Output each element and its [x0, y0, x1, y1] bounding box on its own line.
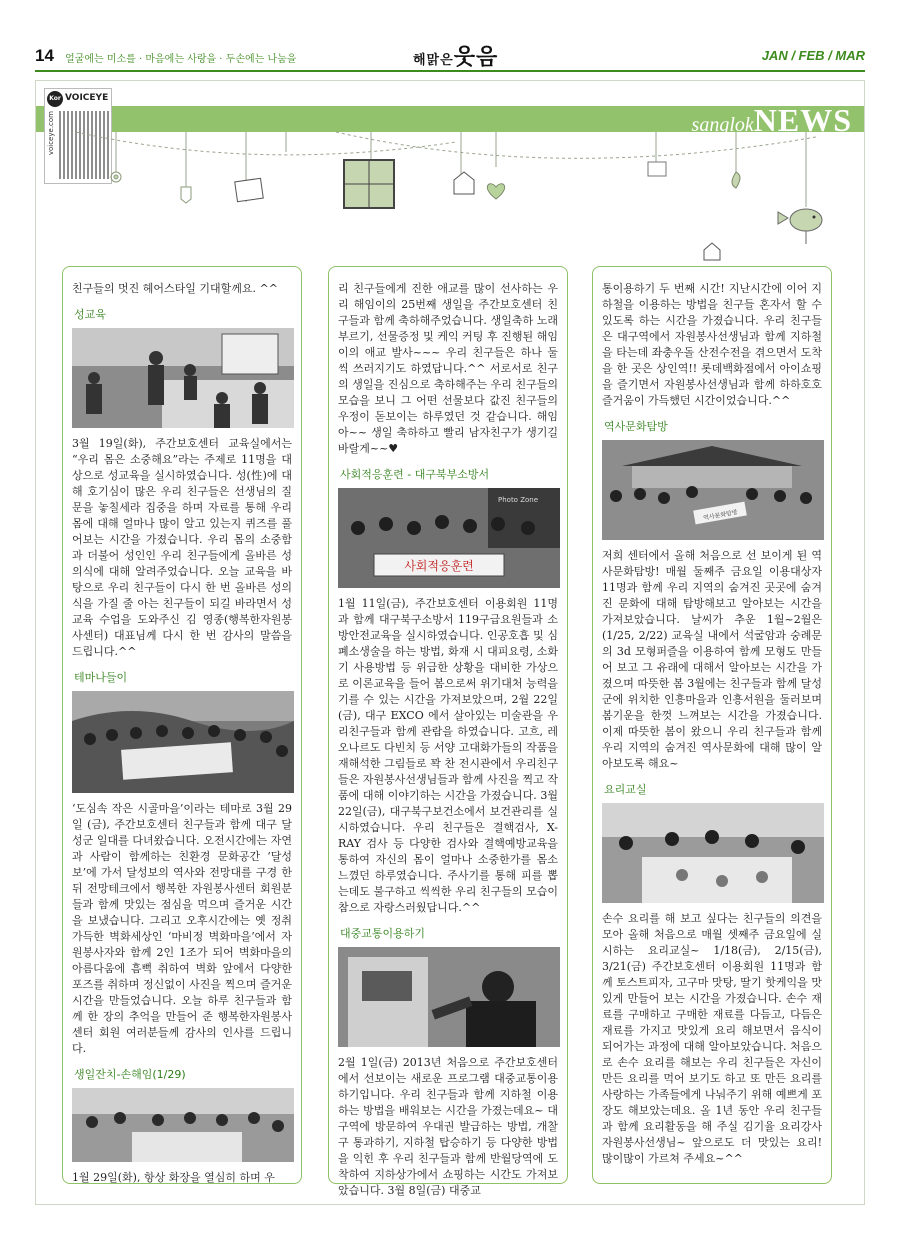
magazine-title-small: 해맑은 [413, 53, 454, 68]
header-slogan: 얼굴에는 미소를 · 마음에는 사랑을 · 두손에는 나눔을 [65, 54, 297, 65]
photo-birthday [72, 1088, 294, 1162]
heading-sex-ed: 성교육 [74, 308, 106, 321]
theme-outing-text: ‘도심속 작은 시골마을’이라는 테마로 3월 29일 (금), 주간보호센터 친구들과 함께 대구 달성군 일대를 다녀왔습니다. 오전시간에는 자연과 사람이 함께하는 친환경 문화공간 ‘달성보’에 가서 달성보의 역사와 전망대를 구경 한 뒤 전망테크에서 행복한 자원봉사센터 회원분들과 함께 맛있는 점심을 먹으며 즐거운 시간을 보냈습니다. 그리고 오후시간에는 옛 정취 가득한 벽화세상인 ‘마비정 벽화마을’에서 자원봉사자와 함께 2인 1조가 되어 벽화마을의 아름다움에 흠뻑 취하여 벽화 앞에서 다양한 포즈를 취하며 정신없이 사진을 찍으며 즐거운 시간을 만들었습니다. 오늘 하루 친구들과 함께 한 장의 추억을 만들어 준 행복한자원봉사센터 회원 여러분들께 감사의 인사를 드립니다. [72, 802, 292, 1055]
section-label-prefix: sanglok [691, 114, 754, 136]
bird-icon [778, 209, 822, 244]
flower-icon [111, 172, 121, 182]
magazine-title-big: 웃음 [453, 45, 499, 70]
history-text: 저희 센터에서 올해 처음으로 선 보이게 된 역사문화탐방! 매월 둘째주 금요일 이용대상자 11명과 함께 우리 지역의 숨겨진 곳곳에 숨겨진 문화에 대해 탐방해보고 알아보는 시간을 가져보았습니다. 날씨가 추운 1월~2월은 (1/25, 2/22) 교육실 내에서 석굴암과 숭례문의 3d 모형퍼즐을 이용하여 함께 모형도 만들어 보고 그 유래에 대해서 알아보는 시간을 가졌으며 따뜻한 봄 3월에는 친구들과 함께 달성군에 위치한 인흥마을과 인흥서원을 둘러보며 봄기운을 한껏 느껴보는 시간을 가졌습니다. 이제 따뜻한 봄이 왔으니 우리 친구들과 함께 우리 지역의 숨겨진 역사문화에 대해 많이 알아보도록 해요~ [602, 549, 822, 770]
page-number: 14 [35, 46, 54, 65]
heading-cooking: 요리교실 [604, 783, 647, 796]
intro-text: 친구들의 멋진 헤어스타일 기대할께요. ^^ [72, 282, 278, 295]
hanging-decorations [36, 132, 864, 262]
magazine-title [413, 40, 498, 71]
header-rule [35, 70, 865, 72]
photo-cooking [602, 803, 824, 903]
photo-theme-outing [72, 691, 294, 793]
photo-zone-text: Photo Zone [498, 496, 539, 504]
sex-ed-text: 3월 19일(화), 주간보호센터 교육실에서는 “우리 몸은 소중해요”라는 주제로 11명을 대상으로 성교육을 실시하였습니다. 성(性)에 대해 호기심이 많은 우리 친구들은 선생님의 질문을 놓칠세라 집중을 하며 자료를 통해 우리 몸에 대해 얼마나 많이 알고 있는지 퀴즈를 풀어보는 시간을 가졌습니다. 우리 몸의 소중함과 더불어 성인인 우리 친구들에게 올바른 성의식에 대해 알려주었습니다. 오늘 교육을 바탕으로 우리 친구들이 다시 한 번 올바른 성의식을 가질 줄 아는 친구들이 되길 바라면서 성교육 수업을 도와주신 김 영종(행복한자원봉사센터) 대표님께 다시 한 번 감사의 말씀을 드립니다.^^ [72, 437, 292, 658]
column-3 [592, 266, 832, 1184]
social-training-text: 1월 11일(금), 주간보호센터 이용회원 11명과 함께 대구북구소방서 119구급요원들과 소방안전교육을 실시하였습니다. 인공호흡 및 심폐소생술을 하는 방법, 화재 시 대피요령, 소화기 사용방법 등 위급한 상황을 대비한 가상으로 이론교육을 들어 봄으로써 위기대처 능력을 기를 수 있는 시간을 가져보았으며, 2월 22일(금), 대구 EXCO 에서 살아있는 미술관을 우리친구들과 함께 관람을 하였습니다. 고흐, 레오나르도 다빈치 등 서양 고대화가들의 작품을 재해석한 그림들로 꽉 찬 전시관에서 우리친구들은 자원봉사선생님들과 함께 사진을 찍고 작품에 대해 이야기하는 시간을 가졌습니다. 3월 22일(금), 대구북구보건소에서 보건관리를 실시하였습니다. 우리 친구들은 결핵검사, X-RAY 검사 등 다양한 검사와 결핵예방교육을 통하여 자신의 몸이 얼마나 소중한가를 몸소 느꼈던 하루였습니다. 주사기를 통해 피를 뽑는데도 불구하고 씩씩한 우리 친구들의 모습이 참으로 자랑스러웠답니다.^^ [338, 597, 558, 914]
history-banner-text: 역사문화탐방 [702, 508, 739, 522]
small-house-icon [704, 243, 720, 260]
heading-birthday: 생일잔치-손해임(1/29) [74, 1068, 186, 1081]
column-1 [62, 266, 302, 1184]
photo-social-training [338, 488, 560, 588]
photo-frame-icon [235, 178, 264, 201]
cooking-text: 손수 요리를 해 보고 싶다는 친구들의 의견을 모아 올해 처음으로 매월 셋째주 금요일에 실시하는 요리교실~ 1/18(금), 2/15(금), 3/21(금) 주간보호센터 이용회원 11명과 함께 토스트피자, 고구마 맛탕, 딸기 핫케익을 맛있게 만들어 보는 시간을 가졌습니다. 손수 재료를 구매하고 구매한 재료를 다듬고, 다듬은 재료를 가지고 맛있게 요리 해보면서 음식이 되어가는 과정에 대해 알아보았습니다. 처음으로 손수 요리를 해보는 우리 친구들은 자신이 만든 요리를 먹어 보기도 하고 또 만든 요리를 사랑하는 가족들에게 나눠주기 위해 예쁘게 포장도 해보았는데요. 올 1년 동안 우리 친구들과 함께 요리활동을 해 주실 김기율 요리강사 자원봉사선생님~ 앞으로도 더 맛있는 요리! 많이많이 가르쳐 주세요~^^ [602, 912, 822, 1165]
transit-text: 2월 1일(금) 2013년 처음으로 주간보호센터에서 선보이는 새로운 프로그램 대중교통이용하기입니다. 우리 친구들과 함께 지하철 이용하는 방법을 배워보는 시간을 가졌는데요~ 대구역에 방문하여 우대권 발급하는 방법, 개찰구 통과하기, 지하철 탑승하기 등 다양한 방법을 익힌 후 우리 친구들과 함께 반월당역에 도착하여 지하상가에서 쇼핑하는 시간도 가져보았습니다. 3월 8일(금) 대중교 [338, 1056, 558, 1197]
photo-history [602, 440, 824, 540]
house-icon [454, 172, 474, 194]
issue-months: JAN / FEB / MAR [761, 48, 865, 63]
voiceye-brand: VOICEYE [65, 93, 109, 103]
card-icon [648, 162, 666, 176]
heading-history: 역사문화탐방 [604, 420, 668, 433]
banner-text: 사회적응훈련 [404, 559, 474, 573]
kor-badge: Kor [47, 91, 63, 107]
voiceye-url: voiceye.com [47, 111, 55, 156]
birthday-text-cont: 리 친구들에게 진한 애교를 많이 선사하는 우리 해임이의 25번째 생일을 주간보호센터 친구들과 함께 축하해주었습니다. 생일축하 노래부르기, 선물증정 및 케익 커팅 후 진행된 해임이의 애교 발사~~~ 우리 친구들은 하나 둘 씩 쓰러지기도 하였답니다.^^ 서로서로 친구의 생일을 진심으로 축하해주는 우리 친구들의 모습을 보니 그 어떤 선물보다 값진 친구들의 우정이 돋보이는 하루였던 것 같습니다. 해임아~~ 생일 축하하고 빨리 남자친구가 생기길 바랄게~~♥ [338, 282, 558, 455]
heart-icon [487, 184, 504, 199]
section-label-main: NEWS [753, 102, 852, 138]
photo-sex-ed [72, 328, 294, 428]
photo-transit [338, 947, 560, 1047]
transit-text-cont: 통이용하기 두 번째 시간! 지난시간에 이어 지하철을 이용하는 방법을 친구들 혼자서 할 수 있도록 하는 시간을 가졌습니다. 우리 친구들은 대구역에서 자원봉사선생님과 함께 지하철을 타는데 좌충우돌 산전수전을 겪으면서 도착을 한 곳은 상인역!! 롯데백화점에서 아이쇼핑을 즐기면서 자원봉사선생님과 함께 하하호호 즐거움이 가득했던 시간이었습니다.^^ [602, 282, 822, 407]
heading-social-training: 사회적응훈련 - 대구북부소방서 [340, 468, 490, 481]
page-header [35, 42, 865, 70]
tag-icon [181, 187, 191, 203]
heading-transit: 대중교통이용하기 [340, 927, 426, 940]
heading-theme-outing: 테마나들이 [74, 671, 128, 684]
leaf-icon [732, 172, 740, 188]
column-2 [328, 266, 568, 1197]
birthday-text: 1월 29일(화), 항상 화장을 열심히 하며 우 [72, 1171, 275, 1184]
